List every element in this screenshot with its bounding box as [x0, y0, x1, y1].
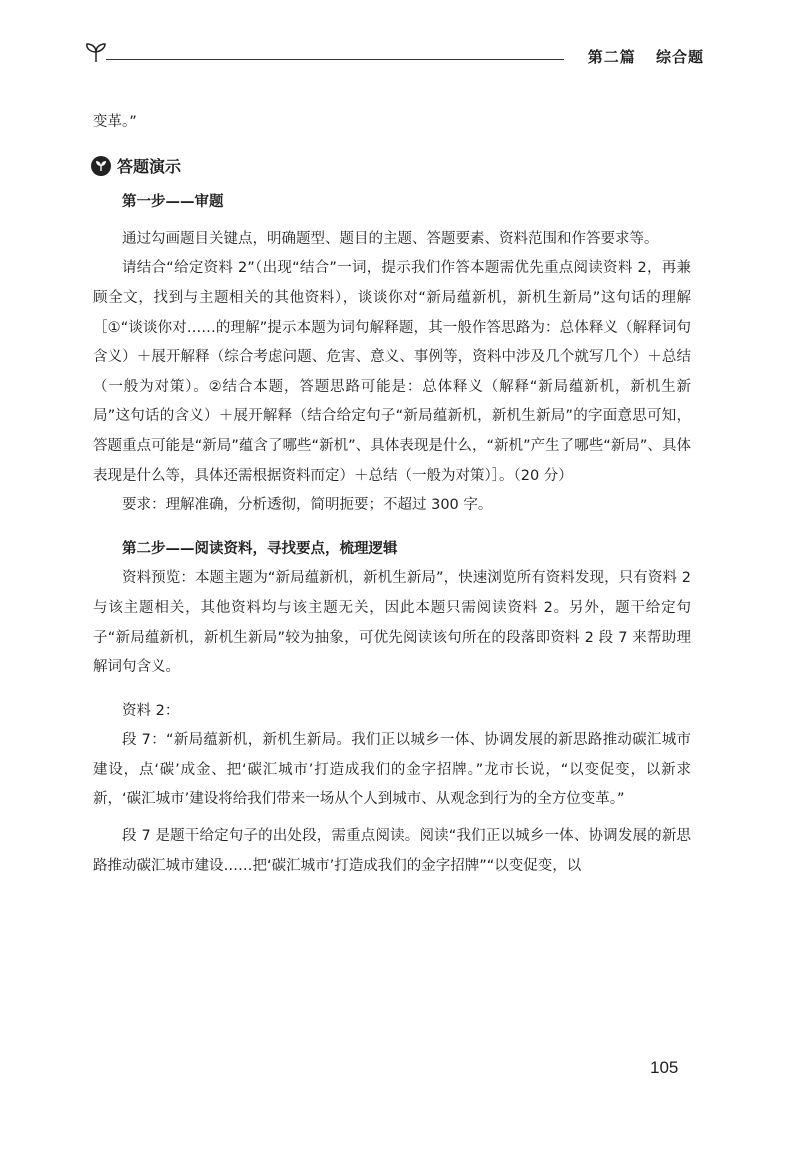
page-number: 105	[650, 1058, 679, 1077]
sprout-icon	[84, 42, 108, 64]
section-heading	[91, 152, 691, 182]
continued-line: 变革。”	[93, 114, 137, 130]
analysis-paragraph: 段 7 是题干给定句子的出处段，需重点阅读。阅读“我们正以城乡一体、协调发展的新思路推动碳汇城市建设……把‘碳汇城市’打造成我们的金字招牌”“以变促变，以	[93, 828, 691, 874]
header-section: 综合题	[655, 48, 704, 66]
header-title	[574, 46, 704, 67]
step2-paragraph-1: 资料预览：本题主题为“新局蕴新机，新机生新局”，快速浏览所有资料发现，只有资料 2 与该主题相关，其他资料均与该主题无关，因此本题只需阅读资料 2。另外，题干给定句子“新局蕴新机，新机生新局”较为抽象，可优先阅读该句所在的段落即资料 2 段 7 来帮助理解词句含义。	[93, 570, 691, 676]
requirement: 要求：理解准确，分析透彻，简明扼要；不超过 300 字。	[122, 497, 493, 514]
step1-paragraph-1: 通过勾画题目关键点，明确题型、题目的主题、答题要素、资料范围和作答要求等。	[122, 230, 659, 247]
step1-paragraph-2: 请结合“给定资料 2”（出现“结合”一词，提示我们作答本题需优先重点阅读资料 2，再兼顾全文，找到与主题相关的其他资料），谈谈你对“新局蕴新机，新机生新局”这句话的理解［①“谈谈你对……的理解”提示本题为词句解释题，其一般作答思路为：总体释义（解释词句含义）＋展开解释（综合考虑问题、危害、意义、事例等，资料中涉及几个就写几个）＋总结（一般为对策）。②结合本题，答题思路可能是：总体释义（解释“新局蕴新机，新机生新局”这句话的含义）＋展开解释（结合给定句子“新局蕴新机，新机生新局”的字面意思可知，答题重点可能是“新局”蕴含了哪些“新机”、具体表现是什么，“新机”产生了哪些“新局”、具体表现是什么等，具体还需根据资料而定）＋总结（一般为对策）］。（20 分）	[93, 260, 691, 484]
step1-title: 第一步——审题	[122, 194, 224, 211]
section-heading-text: 答题演示	[117, 156, 182, 176]
step2-title: 第二步——阅读资料，寻找要点，梳理逻辑	[122, 540, 398, 557]
page-header	[84, 40, 704, 68]
material-label: 资料 2：	[122, 702, 180, 719]
page-body	[93, 108, 691, 881]
material-paragraph: 段 7：“新局蕴新机，新机生新局。我们正以城乡一体、协调发展的新思路推动碳汇城市建设，点‘碳’成金、把‘碳汇城市’打造成我们的金字招牌。”龙市长说，“以变促变，以新求新，‘碳汇城市’建设将给我们带来一场从个人到城市、从观念到行为的全方位变革。”	[93, 732, 691, 808]
header-part: 第二篇	[587, 48, 636, 66]
header-rule	[106, 59, 564, 60]
sprout-badge-icon	[91, 156, 111, 176]
